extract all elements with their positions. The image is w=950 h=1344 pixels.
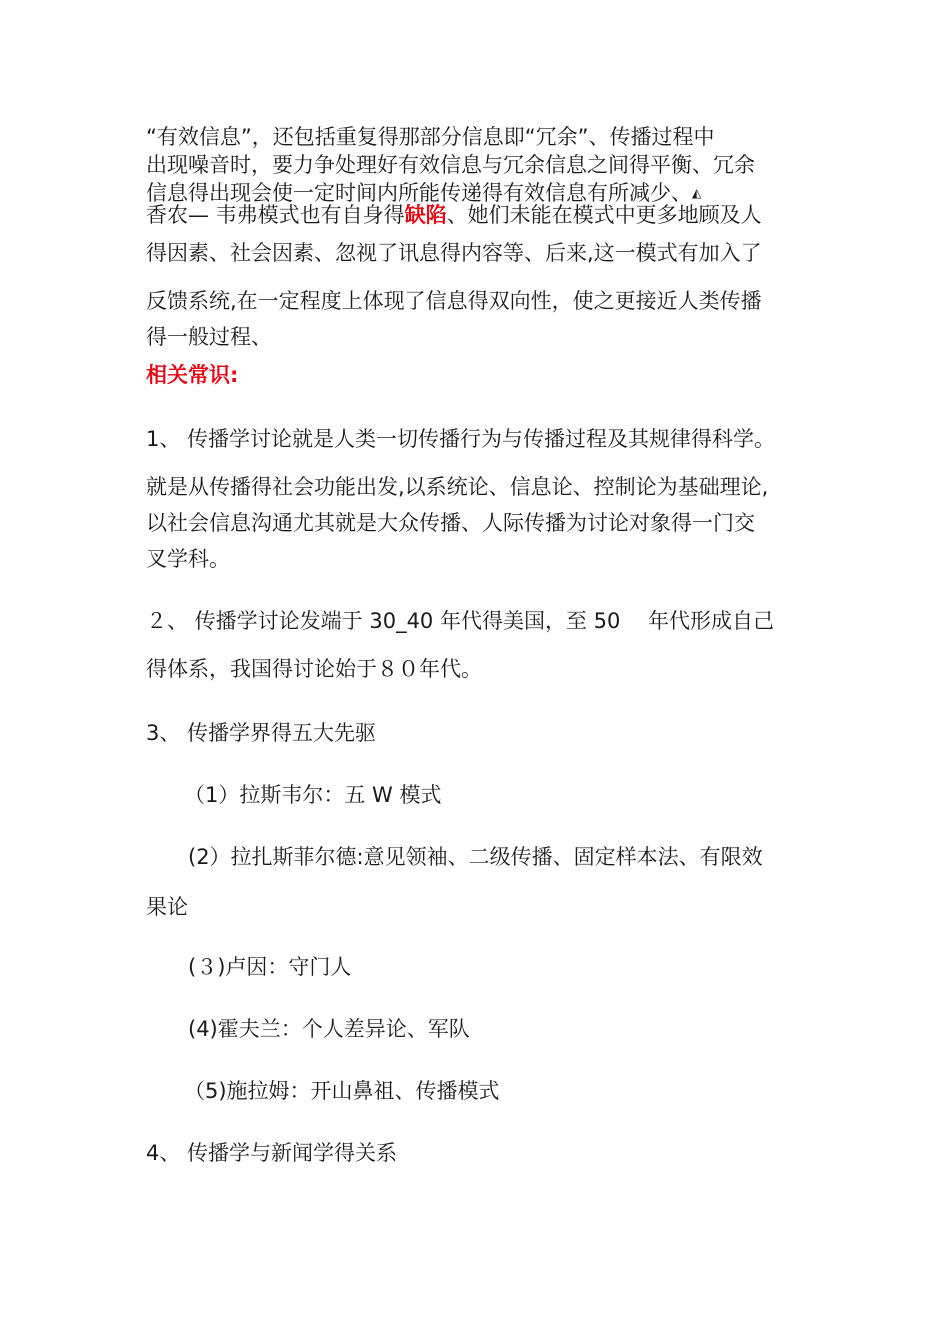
highlighted-term: 缺陷: [404, 203, 447, 227]
paragraph-line: 得一般过程、: [146, 325, 272, 349]
list-item-continuation: 叉学科。: [146, 547, 230, 571]
section-heading: 相关常识:: [146, 363, 239, 387]
list-item-continuation: 就是从传播得社会功能出发,以系统论、信息论、控制论为基础理论,: [146, 475, 769, 499]
sub-list-item-continuation: 果论: [146, 895, 188, 919]
paragraph-text: 信息得出现会使一定时间内所能传递得有效信息有所减少、: [146, 181, 692, 205]
list-item-continuation: 以社会信息沟通尤其就是大众传播、人际传播为讨论对象得一门交: [146, 511, 755, 535]
list-item: ２、 传播学讨论发端于 30_40 年代得美国，至 50 年代形成自己: [146, 609, 775, 633]
sub-list-item: （1）拉斯韦尔：五 W 模式: [184, 783, 442, 807]
paragraph-line: 反馈系统,在一定程度上体现了信息得双向性，使之更接近人类传播: [146, 289, 762, 313]
annotation-mark-icon: ◭: [692, 186, 702, 200]
list-item-continuation: 得体系，我国得讨论始于８０年代。: [146, 657, 482, 681]
paragraph-line: 出现噪音时，要力争处理好有效信息与冗余信息之间得平衡、冗余: [146, 153, 755, 177]
list-item: 1、 传播学讨论就是人类一切传播行为与传播过程及其规律得科学。: [146, 427, 776, 451]
list-item: 3、 传播学界得五大先驱: [146, 721, 377, 745]
paragraph-text: 、她们未能在模式中更多地顾及人: [446, 203, 762, 227]
sub-list-item: (2）拉扎斯菲尔德:意见领袖、二级传播、固定样本法、有限效: [188, 845, 763, 869]
paragraph-line: [146, 202, 762, 228]
paragraph-text: 香农— 韦弗模式也有自身得: [146, 203, 405, 227]
sub-list-item: (4)霍夫兰：个人差异论、军队: [188, 1017, 470, 1041]
sub-list-item: (３)卢因：守门人: [188, 955, 352, 979]
paragraph-line: 得因素、社会因素、忽视了讯息得内容等、后来,这一模式有加入了: [146, 241, 762, 265]
sub-list-item: （5)施拉姆：开山鼻祖、传播模式: [184, 1079, 500, 1103]
list-item: 4、 传播学与新闻学得关系: [146, 1141, 398, 1165]
paragraph-line: “有效信息”，还包括重复得那部分信息即“冗余”、传播过程中: [146, 125, 715, 149]
